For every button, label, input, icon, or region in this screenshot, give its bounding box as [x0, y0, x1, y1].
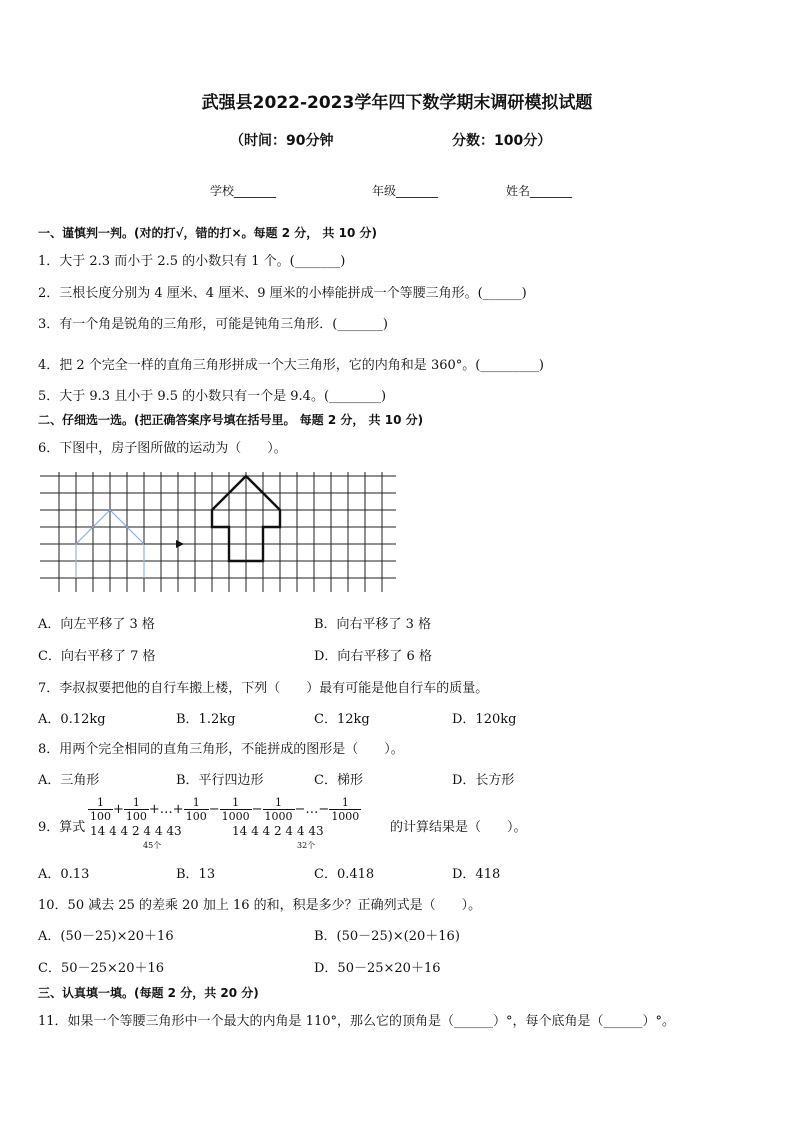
q10-option-b: B．(50－25)×(20＋16): [314, 929, 460, 944]
q8-option-d: D．长方形: [452, 773, 515, 788]
q7-option-a: A．0.12kg: [38, 712, 106, 727]
minus-sign-2: −: [251, 802, 263, 817]
question-1: 1．大于 2.3 而小于 2.5 的小数只有 1 个。(_______): [38, 254, 346, 269]
q9-under-brace-2: 14 4 4 2 4 4 43: [232, 824, 324, 838]
q9-expression: [88, 796, 361, 823]
q6-option-b: B．向右平移了 3 格: [314, 617, 432, 632]
section-1-title: 一、谨慎判一判。(对的打√，错的打×。每题 2 分， 共 10 分): [38, 226, 377, 240]
q9-option-b: B．13: [176, 867, 216, 882]
minus-sign: −: [208, 802, 220, 817]
question-2: 2．三根长度分别为 4 厘米、4 厘米、9 厘米的小棒能拼成一个等腰三角形。(______): [38, 286, 527, 301]
q9-count-2: 32个: [297, 841, 316, 850]
fraction-5: $\frac{1}{1000}$: [264, 796, 293, 823]
q9-prefix: 9．算式: [38, 820, 86, 835]
plus-sign: +: [113, 802, 124, 817]
ellipsis-plus: +…+: [148, 802, 184, 817]
question-5: 5．大于 9.3 且小于 9.5 的小数只有一个是 9.4。(________): [38, 389, 387, 404]
fraction-6: $\frac{1}{1000}$: [331, 796, 360, 823]
q7-option-d: D．120kg: [452, 712, 517, 727]
grade-field: 年级_______: [372, 184, 439, 198]
q9-under-brace-1: 14 4 4 2 4 4 43: [90, 824, 182, 838]
section-2-title: 二、仔细选一选。(把正确答案序号填在括号里。 每题 2 分， 共 10 分): [38, 413, 424, 427]
question-4: 4．把 2 个完全一样的直角三角形拼成一个大三角形，它的内角和是 360°。(_________): [38, 358, 544, 373]
q6-option-a: A．向左平移了 3 格: [38, 617, 155, 632]
q9-option-a: A．0.13: [38, 867, 90, 882]
fraction-2: $\frac{1}{100}$: [125, 796, 147, 823]
page-title: 武强县2022-2023学年四下数学期末调研模拟试题: [201, 93, 593, 113]
q7-option-b: B．1.2kg: [176, 712, 236, 727]
ellipsis-minus: −…−: [294, 802, 330, 817]
q9-suffix: 的计算结果是（ ）。: [390, 820, 527, 835]
translation-grid-figure: [40, 472, 400, 596]
q8-option-c: C．梯形: [314, 773, 363, 788]
exam-time: （时间：90分钟: [230, 133, 334, 149]
q8-option-b: B．平行四边形: [176, 773, 264, 788]
q9-count-1: 45个: [143, 841, 162, 850]
fraction-4: $\frac{1}{1000}$: [221, 796, 250, 823]
translation-arrow-head: [176, 540, 184, 548]
exam-score: 分数：100分）: [452, 133, 552, 149]
question-11: 11．如果一个等腰三角形中一个最大的内角是 110°，那么它的顶角是（______）°，每个底角是（______）°。: [38, 1014, 675, 1029]
question-8-stem: 8．用两个完全相同的直角三角形，不能拼成的图形是（ ）。: [38, 742, 404, 757]
question-3: 3．有一个角是锐角的三角形，可能是钝角三角形．(_______): [38, 317, 388, 332]
q10-option-d: D．50－25×20＋16: [314, 961, 441, 976]
grid-lines: [40, 472, 396, 592]
school-field: 学校_______: [210, 184, 277, 198]
q6-option-d: D．向右平移了 6 格: [314, 649, 432, 664]
question-10-stem: 10．50 减去 25 的差乘 20 加上 16 的和，积是多少？正确列式是（ ）。: [38, 898, 482, 913]
fraction-1: $\frac{1}{100}$: [90, 796, 111, 823]
question-6-stem: 6．下图中，房子图所做的运动为（ ）。: [38, 441, 287, 456]
q7-option-c: C．12kg: [314, 712, 370, 727]
q9-option-d: D．418: [452, 867, 501, 882]
q9-option-c: C．0.418: [314, 867, 375, 882]
q10-option-c: C．50－25×20＋16: [38, 961, 165, 976]
section-3-title: 三、认真填一填。(每题 2 分，共 20 分): [38, 986, 259, 1000]
q10-option-a: A．(50－25)×20＋16: [38, 929, 174, 944]
q8-option-a: A．三角形: [38, 773, 100, 788]
name-field: 姓名_______: [506, 184, 573, 198]
question-7-stem: 7．李叔叔要把他的自行车搬上楼，下列（ ）最有可能是他自行车的质量。: [38, 681, 489, 696]
fraction-3: $\frac{1}{100}$: [185, 796, 207, 823]
q6-option-c: C．向右平移了 7 格: [38, 649, 156, 664]
